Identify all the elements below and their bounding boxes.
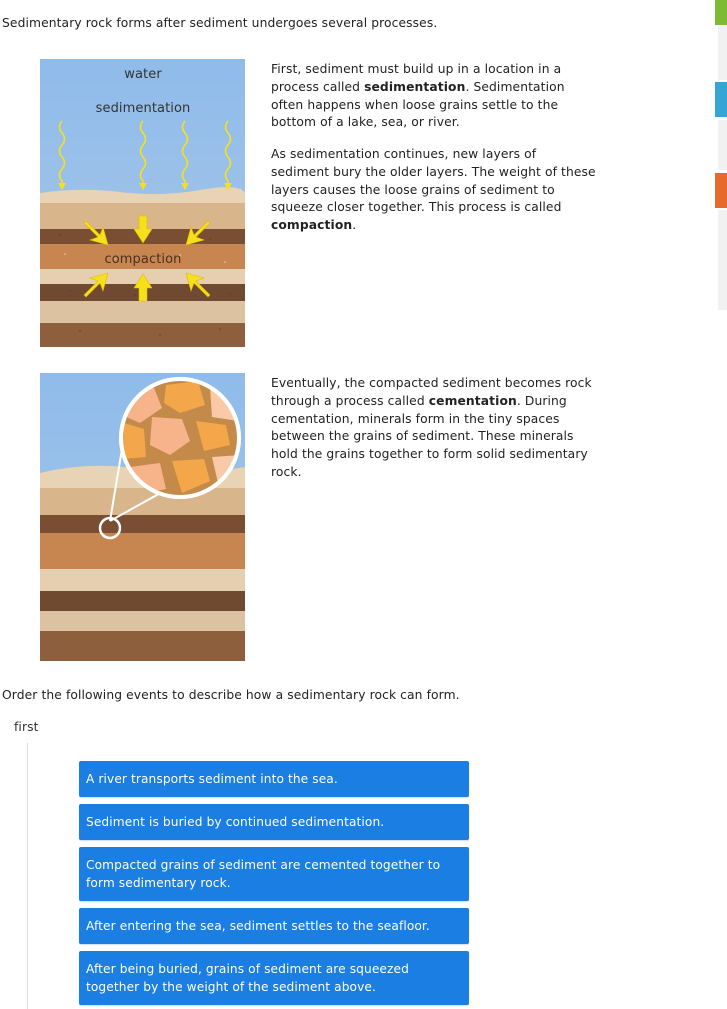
order-item-card[interactable]: Sediment is buried by continued sedimentation. [79,804,469,840]
cementation-paragraph: Eventually, the compacted sediment becomes rock through a process called cementation. During cementation, minerals form in the tiny spaces between the grains of sediment. These minerals hold the grains together to form solid sedimentary rock. [271,376,592,479]
question-prompt: Order the following events to describe how a sedimentary rock can form. [2,688,460,702]
side-panel-strip [718,120,727,170]
sedimentation-compaction-diagram [40,59,245,347]
first-label: first [14,720,39,734]
side-panel-strip [718,210,727,310]
intro-text: Sedimentary rock forms after sediment undergoes several processes. [2,16,438,30]
cementation-diagram [40,373,245,661]
water-label: water [124,67,162,82]
order-item-card[interactable]: A river transports sediment into the sea. [79,761,469,797]
cementation-term: cementation [428,393,517,408]
side-panel-tab-blue[interactable] [715,82,727,117]
order-item-card[interactable]: After entering the sea, sediment settles to the seafloor. [79,908,469,944]
compaction-term: compaction [271,218,353,233]
sedimentation-term: sedimentation [364,79,466,94]
sedimentation-paragraph: First, sediment must build up in a location in a process called sedimentation. Sedimentation often happens when loose grains settle to the bottom of a lake, sea, or river. [271,62,565,130]
compaction-paragraph: As sedimentation continues, new layers of sediment bury the older layers. The weight of these layers causes the loose grains of sediment to squeeze closer together. This process is called compaction. [271,147,596,233]
compaction-label: compaction [104,252,182,267]
order-track [27,743,28,1009]
sedimentation-label: sedimentation [95,101,191,116]
order-item-card[interactable]: Compacted grains of sediment are cemented together to form sedimentary rock. [79,847,469,901]
order-item-card[interactable]: After being buried, grains of sediment are squeezed together by the weight of the sediment above. [79,951,469,1005]
side-panel-tab-green[interactable] [715,0,727,25]
side-panel-tab-orange[interactable] [715,173,727,208]
side-panel-strip [718,25,727,80]
